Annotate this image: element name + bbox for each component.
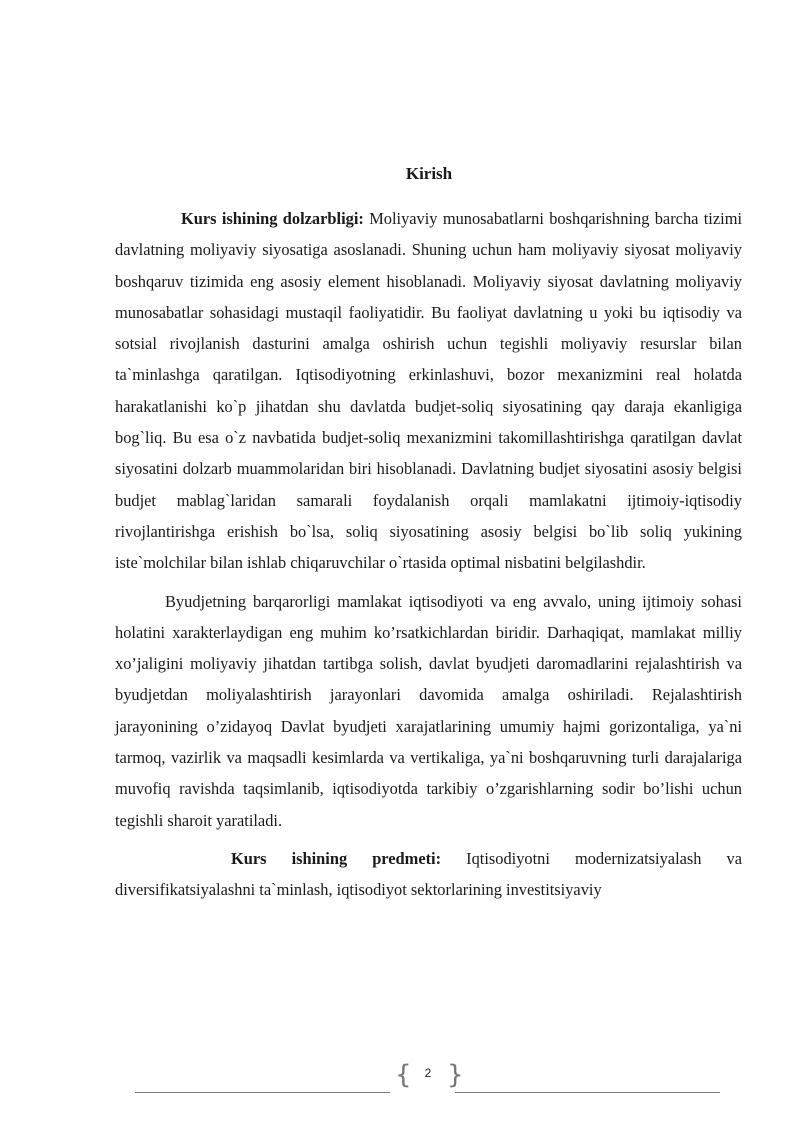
paragraph-budget (115, 586, 742, 836)
paragraph-text: Iqtisodiyotni modernizatsiyalash va diversifikatsiyalashni ta`minlash, iqtisodiyot sektorlarining investitsiyaviy (115, 848, 742, 900)
page-number: 2 (424, 1066, 432, 1080)
body-text (115, 203, 742, 906)
left-brace: { (395, 1060, 412, 1090)
paragraph-text: Byudjetning barqarorligi mamlakat iqtisodiyoti va eng avvalo, uning ijtimoiy sohasi holatini xarakterlaydigan eng muhim ko’rsatkichlardan biridir. Darhaqiqat, mamlakat milliy xo’jaligini moliyaviy jihatdan tartibga solish, davlat byudjeti daromadlarini rejalashtirish va byudjetdan moliyalashtirish jarayonlari davomida amalga oshiriladi. Rejalashtirish jarayonining o’zidayoq Davlat byudjeti xarajatlarining umumiy hajmi gorizontaliga, ya`ni tarmoq, vazirlik va maqsadli kesimlarda va vertikaliga, ya`ni boshqaruvning turli darajalariga muvofiq ravishda taqsimlanib, iqtisodiyotda tarkibiy o’zgarishlarning sodir bo’lishi uchun tegishli sharoit yaratiladi. (115, 591, 742, 830)
paragraph-text: Moliyaviy munosabatlarni boshqarishning barcha tizimi davlatning moliyaviy siyosatiga asoslanadi. Shuning uchun ham moliyaviy siyosat moliyaviy boshqaruv tizimida eng asosiy element hisoblanadi. Moliyaviy siyosat davlatning moliyaviy munosabatlar sohasidagi mustaqil faoliyatidir. Bu faoliyat davlatning u yoki bu iqtisodiy va sotsial rivojlanish dasturini amalga oshirish uchun tegishli moliyaviy resurslar bilan ta`minlashga qaratilgan. Iqtisodiyotning erkinlashuvi, bozor mexanizmini real holatda harakatlanishi ko`p jihatdan shu davlatda budjet-soliq siyosatining qay daraja ekanligiga bog`liq. Bu esa o`z navbatida budjet-soliq mexanizmini takomillashtirishga qaratilgan davlat siyosatini dolzarb muammolaridan biri hisoblanadi. Davlatning budjet siyosatini asosiy belgisi budjet mablag`laridan samarali foydalanish orqali mamlakatni ijtimoiy-iqtisodiy rivojlantirishga erishish bo`lsa, soliq siyosatining asosiy belgisi bo`lib soliq yukining iste`molchilar bilan ishlab chiqaruvchilar o`rtasida optimal nisbatini belgilashdir. (115, 209, 742, 573)
footer-rule-left (135, 1092, 390, 1093)
paragraph-lead: Kurs ishining dolzarbligi: (181, 209, 364, 228)
right-brace: } (447, 1060, 464, 1090)
page-title: Kirish (405, 164, 453, 183)
paragraph-subject (115, 843, 742, 906)
page-footer (135, 1060, 720, 1094)
paragraph-relevance (115, 203, 742, 579)
footer-rule-right (455, 1092, 720, 1093)
paragraph-lead: Kurs ishining predmeti: (231, 848, 442, 868)
